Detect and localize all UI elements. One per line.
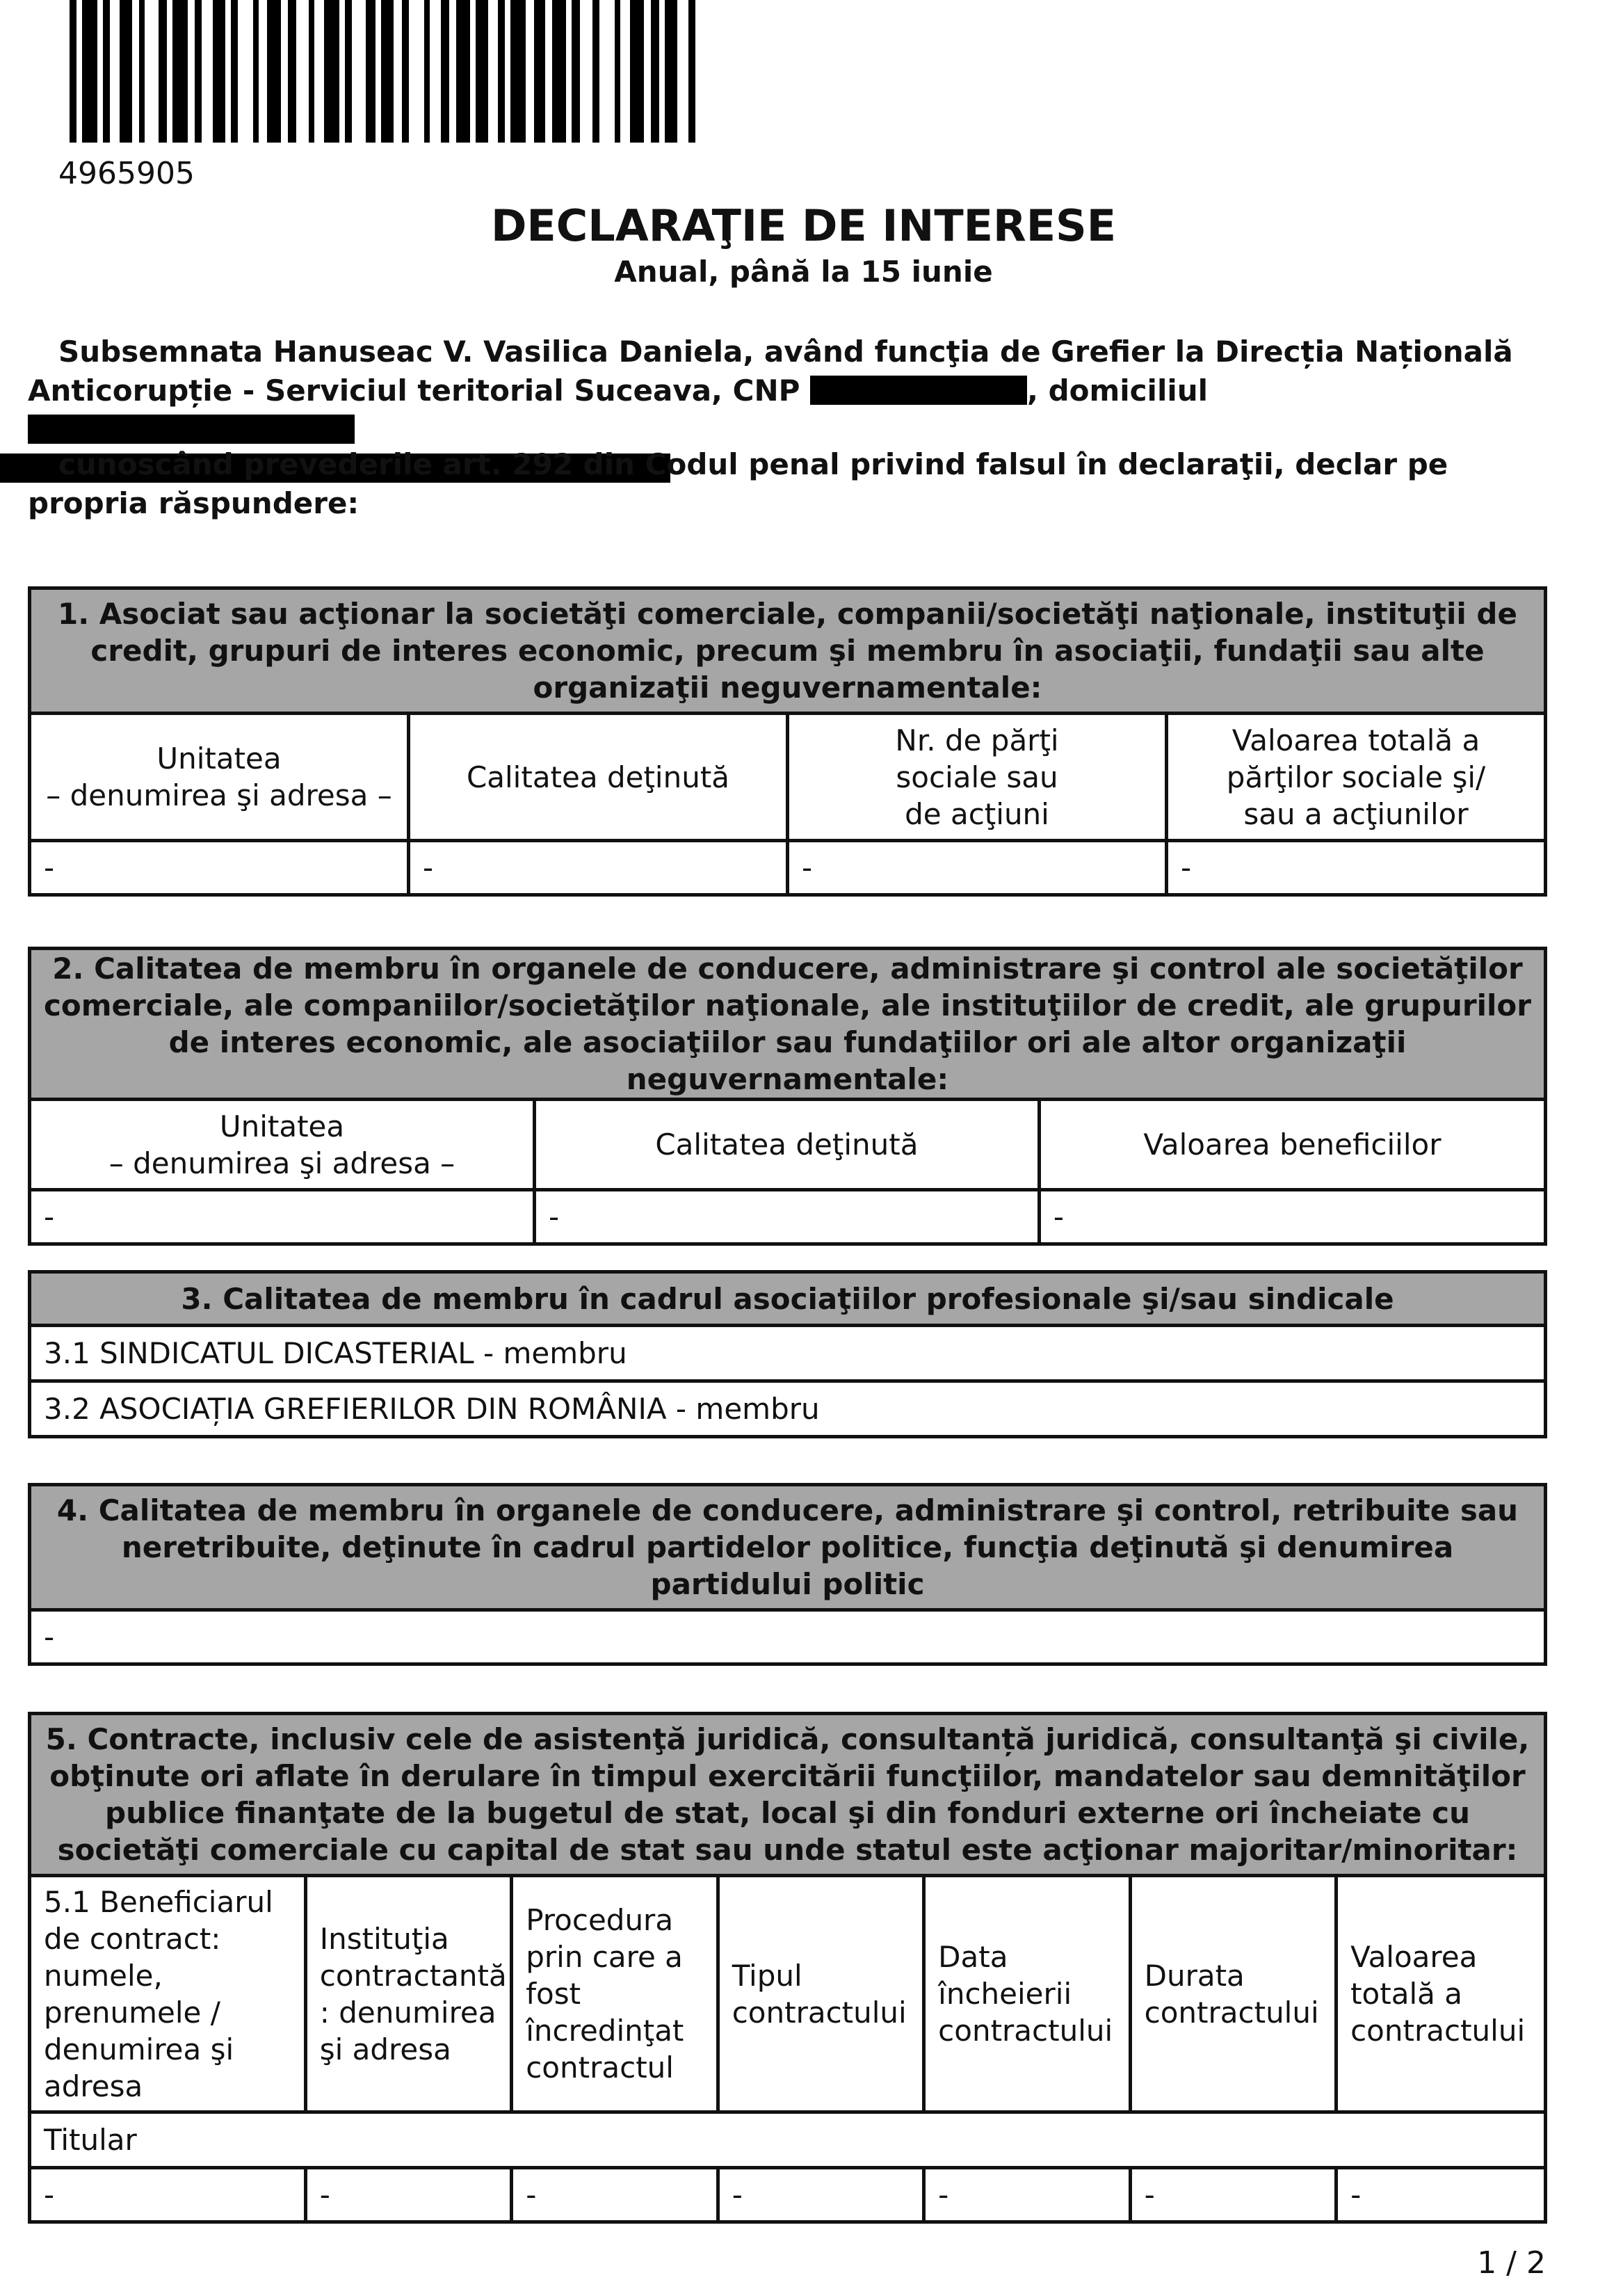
section-1-cell: - [409, 841, 788, 895]
section-1-heading: 1. Asociat sau acţionar la societăţi comerciale, companii/societăţi naţionale, instituţii de credit, grupuri de interes economic, precum şi membru în asociaţii, fundaţii sau alte organizaţii neguvernamentale: [30, 588, 1546, 714]
section-1-col-unit: Unitatea – denumirea şi adresa – [30, 714, 409, 841]
section-1-cell: - [788, 841, 1167, 895]
document-number: 4965905 [58, 156, 195, 191]
page-subtitle: Anual, până la 15 iunie [614, 255, 993, 289]
section-3-item: 3.2 ASOCIAȚIA GREFIERILOR DIN ROMÂNIA - membru [30, 1381, 1546, 1437]
section-5-cell: - [30, 2168, 306, 2222]
page-title: DECLARAŢIE DE INTERESE [490, 200, 1117, 251]
section-4-table [28, 1483, 1547, 1666]
redacted-cnp [810, 376, 1027, 405]
redacted-address [28, 415, 355, 444]
section-1-cell: - [1167, 841, 1546, 895]
section-2-cell: - [30, 1190, 535, 1244]
section-2-cell: - [534, 1190, 1039, 1244]
section-2-col-unit: Unitatea – denumirea şi adresa – [30, 1100, 535, 1190]
section-5-cell: - [1337, 2168, 1546, 2222]
section-5-cell: - [512, 2168, 718, 2222]
intro-text-2: , domiciliul [1027, 374, 1209, 408]
section-2-col-quality: Calitatea deţinută [534, 1100, 1039, 1190]
page-number: 1 / 2 [1477, 2245, 1546, 2281]
section-2-table [28, 947, 1547, 1246]
section-3-table [28, 1270, 1547, 1438]
section-5-col-value: Valoarea totală a contractului [1337, 1876, 1546, 2112]
intro-text-1: Subsemnata Hanuseac V. Vasilica Daniela, având funcţia de Grefier la Direcția Națională Anticorupție - Serviciul teritorial Suceava, CNP [28, 335, 1513, 408]
section-1-cell: - [30, 841, 409, 895]
section-5-cell: - [305, 2168, 511, 2222]
section-5-col-type: Tipul contractului [718, 1876, 923, 2112]
section-5-col-institution: Instituţia contractantă : denumirea şi adresa [305, 1876, 511, 2112]
section-1-col-shares: Nr. de părţi sociale sau de acţiuni [788, 714, 1167, 841]
section-1-col-value: Valoarea totală a părţilor sociale şi/ sau a acţiunilor [1167, 714, 1546, 841]
section-3-item: 3.1 SINDICATUL DICASTERIAL - membru [30, 1326, 1546, 1381]
section-5-col-beneficiary: 5.1 Beneficiarul de contract: numele, prenumele / denumirea şi adresa [30, 1876, 306, 2112]
section-5-cell: - [924, 2168, 1130, 2222]
section-2-cell: - [1039, 1190, 1545, 1244]
section-5-table [28, 1712, 1547, 2224]
section-5-cell: - [1130, 2168, 1336, 2222]
section-3-heading: 3. Calitatea de membru în cadrul asociaţiilor profesionale şi/sau sindicale [30, 1272, 1546, 1326]
section-5-heading: 5. Contracte, inclusiv cele de asistenţă juridică, consultanță juridică, consultanţă şi civile, obţinute ori aflate în derulare în timpul exercitării funcţiilor, mandatelor sau demnităţilor publice finanţate de la bugetul de stat, local şi din fonduri externe ori încheiate cu societăţi comerciale cu capital de stat sau unde statul este acţionar majoritar/minoritar: [30, 1714, 1546, 1876]
section-5-col-date: Data încheierii contractului [924, 1876, 1130, 2112]
section-4-heading: 4. Calitatea de membru în organele de conducere, administrare şi control, retribuite sau neretribuite, deţinute în cadrul partidelor politice, funcţia deţinută şi denumirea partidului politic [30, 1485, 1546, 1610]
section-2-col-benefits: Valoarea beneficiilor [1039, 1100, 1545, 1190]
section-5-col-duration: Durata contractului [1130, 1876, 1336, 2112]
section-4-value: - [30, 1610, 1546, 1664]
section-1-table [28, 586, 1547, 897]
section-2-heading: 2. Calitatea de membru în organele de conducere, administrare şi control ale societăţilor comerciale, ale companiilor/societăţilor naţionale, ale instituţiilor de credit, ale grupurilor de interes economic, ale asociaţiilor sau fundaţiilor ori ale altor organizaţii neguvernamentale: [30, 949, 1546, 1100]
intro-declaration: cunoscând prevederile art. 292 din Codul penal privind falsul în declaraţii, declar pe propria răspundere: [28, 447, 1448, 520]
section-5-cell: - [718, 2168, 923, 2222]
section-1-col-quality: Calitatea deţinută [409, 714, 788, 841]
section-5-subheading: Titular [30, 2112, 1546, 2168]
section-5-col-procedure: Procedura prin care a fost încredinţat contractul [512, 1876, 718, 2112]
barcode [70, 0, 859, 143]
